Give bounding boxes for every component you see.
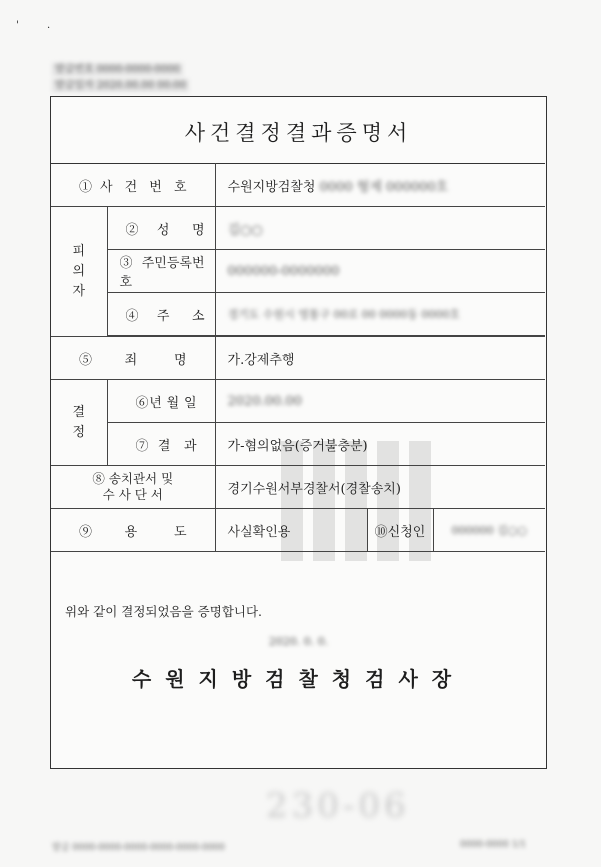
case-number-redacted: 0000 형제 000000호 bbox=[319, 179, 449, 195]
address-label: ④주 소 bbox=[107, 293, 215, 336]
decision-group-label: 결 정 bbox=[51, 380, 107, 466]
suspect-group-label: 피 의 자 bbox=[51, 207, 107, 337]
purpose-label: ⑨용 도 bbox=[51, 509, 215, 552]
applicant-label: ⑩신청인 bbox=[367, 509, 433, 552]
footer-right: 0000-0000 1/1 bbox=[460, 840, 527, 850]
document-title: 사건결정결과증명서 bbox=[184, 121, 413, 145]
charge-value: 가.강제추행 bbox=[215, 337, 545, 380]
row-address bbox=[51, 293, 545, 336]
scan-dot: . bbox=[47, 20, 51, 31]
agency-label-line2: 수 사 단 서 bbox=[102, 487, 163, 502]
row-name bbox=[51, 207, 545, 250]
agency-value: 경기수원서부경찰서(경찰송치) bbox=[215, 466, 545, 509]
address-value: 경기도 수원시 영통구 00로 00 0000동 0000호 bbox=[215, 293, 545, 336]
row-case-number bbox=[51, 164, 545, 207]
applicant-value: 000000 김○○ bbox=[433, 509, 545, 552]
purpose-value: 사실확인용 bbox=[215, 509, 367, 552]
agency-label-line1: ⑧ 송치관서 및 bbox=[92, 471, 174, 486]
case-number-value bbox=[215, 164, 545, 207]
decision-date-label: ⑥년 월 일 bbox=[107, 380, 215, 423]
stamp-number: 230-06 bbox=[266, 786, 410, 826]
decision-date-value: 2020.00.00 bbox=[215, 380, 545, 423]
row-agency bbox=[51, 466, 545, 509]
scan-dot: ' bbox=[16, 20, 19, 31]
row-result bbox=[51, 423, 545, 466]
row-charge bbox=[51, 337, 545, 380]
row-decision-date bbox=[51, 380, 545, 423]
result-value: 가-혐의없음(증거불충분) bbox=[215, 423, 545, 466]
rrn-label: ③주민등록번호 bbox=[107, 250, 215, 293]
certificate-table bbox=[51, 163, 545, 552]
row-rrn bbox=[51, 250, 545, 293]
issue-number: 발급번호 0000-0000-0000 bbox=[52, 63, 183, 76]
issue-datetime: 발급일자 2020.00.00 00:00 bbox=[52, 79, 189, 92]
charge-label: ⑤죄 명 bbox=[51, 337, 215, 380]
name-label: ②성 명 bbox=[107, 207, 215, 250]
agency-label bbox=[51, 466, 215, 509]
issue-date: 2020. 0. 0. bbox=[268, 635, 329, 648]
issuer-name: 수원지방검찰청검사장 bbox=[131, 667, 466, 691]
name-value: 김○○ bbox=[215, 207, 545, 250]
certification-statement: 위와 같이 결정되었음을 증명합니다. bbox=[65, 604, 263, 619]
issue-header bbox=[52, 63, 189, 95]
row-purpose bbox=[51, 509, 545, 552]
certificate-frame bbox=[50, 96, 547, 769]
result-label: ⑦결 과 bbox=[107, 423, 215, 466]
case-number-label: ①사 건 번 호 bbox=[51, 164, 215, 207]
rrn-value: 000000-0000000 bbox=[215, 250, 545, 293]
case-number-office: 수원지방검찰청 bbox=[227, 179, 316, 195]
footer-left: 발급 0000-0000-0000-0000-0000-0000 bbox=[52, 843, 225, 853]
